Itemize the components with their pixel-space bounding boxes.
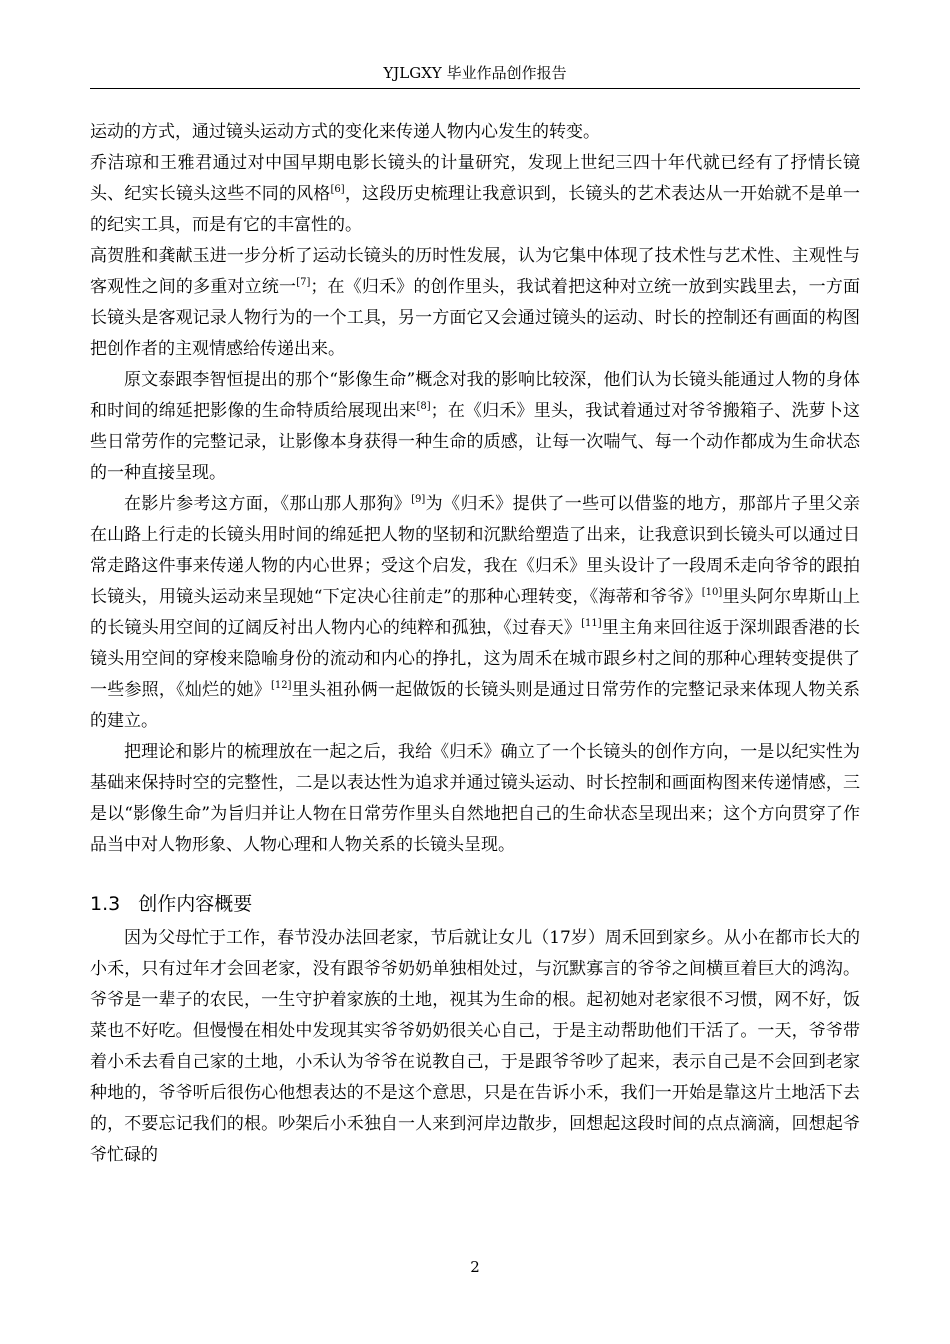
paragraph-text: 运动的方式，通过镜头运动方式的变化来传递人物内心发生的转变。 bbox=[90, 122, 600, 142]
paragraph-text: 乔洁琼和王雅君通过对中国早期电影长镜头的计量研究，发现上世纪三四十年代就已经有了抒情长镜头、纪实长镜头这些不同的风格 bbox=[90, 153, 860, 204]
paragraph-text: ，这段历史梳理让我意识到，长镜头的艺术表达从一开始就不是单一的纪实工具，而是有它的丰富性的。 bbox=[90, 184, 861, 235]
paragraph bbox=[90, 489, 860, 737]
paragraph bbox=[90, 923, 860, 1171]
citation-ref: [9] bbox=[411, 494, 426, 505]
citation-ref: [6] bbox=[330, 184, 345, 195]
page-number: 2 bbox=[470, 1258, 480, 1276]
paragraph bbox=[90, 737, 860, 861]
paragraph bbox=[90, 241, 860, 365]
header-divider bbox=[90, 88, 860, 89]
page-header-title: YJLGXY 毕业作品创作报告 bbox=[383, 64, 567, 82]
section-title: 创作内容概要 bbox=[138, 893, 253, 915]
paragraph-text: 里主角来回往返于深圳跟香港的长镜头用空间的穿梭来隐喻身份的流动和内心的挣扎，这为周禾在城市跟乡村之间的那种心理转变提供了一些参照，《灿烂的她》 bbox=[90, 618, 861, 700]
citation-ref: [12] bbox=[271, 680, 292, 691]
document-body bbox=[90, 117, 860, 1171]
citation-ref: [11] bbox=[581, 618, 602, 629]
body-paragraphs bbox=[90, 117, 860, 861]
paragraph-text: ；在《归禾》的创作里头，我试着把这种对立统一放到实践里去，一方面长镜头是客观记录人物行为的一个工具，另一方面它又会通过镜头的运动、时长的控制还有画面的构图把创作者的主观情感给传递出来。 bbox=[90, 277, 861, 359]
paragraph-text: 把理论和影片的梳理放在一起之后，我给《归禾》确立了一个长镜头的创作方向，一是以纪实性为基础来保持时空的完整性，二是以表达性为追求并通过镜头运动、时长控制和画面构图来传递情感，三是以“影像生命”为旨归并让人物在日常劳作里头自然地把自己的生命状态呈现出来；这个方向贯穿了作品当中对人物形象、人物心理和人物关系的长镜头呈现。 bbox=[90, 742, 860, 855]
paragraph-text: ；在《归禾》里头，我试着通过对爷爷搬箱子、洗萝卜这些日常劳作的完整记录，让影像本身获得一种生命的质感，让每一次喘气、每一个动作都成为生命状态的一种直接呈现。 bbox=[90, 401, 861, 483]
citation-ref: [7] bbox=[296, 277, 311, 288]
section-heading bbox=[90, 889, 860, 919]
paragraph-text: 为《归禾》提供了一些可以借鉴的地方，那部片子里父亲在山路上行走的长镜头用时间的绵延把人物的坚韧和沉默给塑造了出来，让我意识到长镜头可以通过日常走路这件事来传递人物的内心世界；受这个启发，我在《归禾》里头设计了一段周禾走向爷爷的跟拍长镜头，用镜头运动来呈现她“下定决心往前走”的那种心理转变，《海蒂和爷爷》 bbox=[90, 494, 860, 607]
citation-ref: [8] bbox=[416, 401, 431, 412]
paragraph-text: 高贺胜和龚献玉进一步分析了运动长镜头的历时性发展，认为它集中体现了技术性与艺术性、主观性与客观性之间的多重对立统一 bbox=[90, 246, 860, 297]
paragraph-text: 在影片参考这方面，《那山那人那狗》 bbox=[124, 494, 412, 514]
paragraph-text: 原文泰跟李智恒提出的那个“影像生命”概念对我的影响比较深，他们认为长镜头能通过人物的身体和时间的绵延把影像的生命特质给展现出来 bbox=[90, 370, 860, 421]
paragraph-text: 因为父母忙于工作，春节没办法回老家，节后就让女儿（17岁）周禾回到家乡。从小在都市长大的小禾，只有过年才会回老家，没有跟爷爷奶奶单独相处过，与沉默寡言的爷爷之间横亘着巨大的鸿沟。爷爷是一辈子的农民，一生守护着家族的土地，视其为生命的根。起初她对老家很不习惯，网不好，饭菜也不好吃。但慢慢在相处中发现其实爷爷奶奶很关心自己，于是主动帮助他们干活了。一天，爷爷带着小禾去看自己家的土地，小禾认为爷爷在说教自己，于是跟爷爷吵了起来，表示自己是不会回到老家种地的，爷爷听后很伤心他想表达的不是这个意思，只是在告诉小禾，我们一开始是靠这片土地活下去的，不要忘记我们的根。吵架后小禾独自一人来到河岸边散步，回想起这段时间的点点滴滴，回想起爷爷忙碌的 bbox=[90, 928, 860, 1165]
section-number: 1.3 bbox=[90, 893, 121, 915]
section-paragraphs bbox=[90, 923, 860, 1171]
paragraph bbox=[90, 117, 860, 148]
paragraph-text: 里头祖孙俩一起做饭的长镜头则是通过日常劳作的完整记录来体现人物关系的建立。 bbox=[90, 680, 861, 731]
paragraph bbox=[90, 148, 860, 241]
citation-ref: [10] bbox=[701, 587, 723, 598]
paragraph-text: 里头阿尔卑斯山上的长镜头用空间的辽阔反衬出人物内心的纯粹和孤独，《过春天》 bbox=[90, 587, 860, 638]
paragraph bbox=[90, 365, 860, 489]
